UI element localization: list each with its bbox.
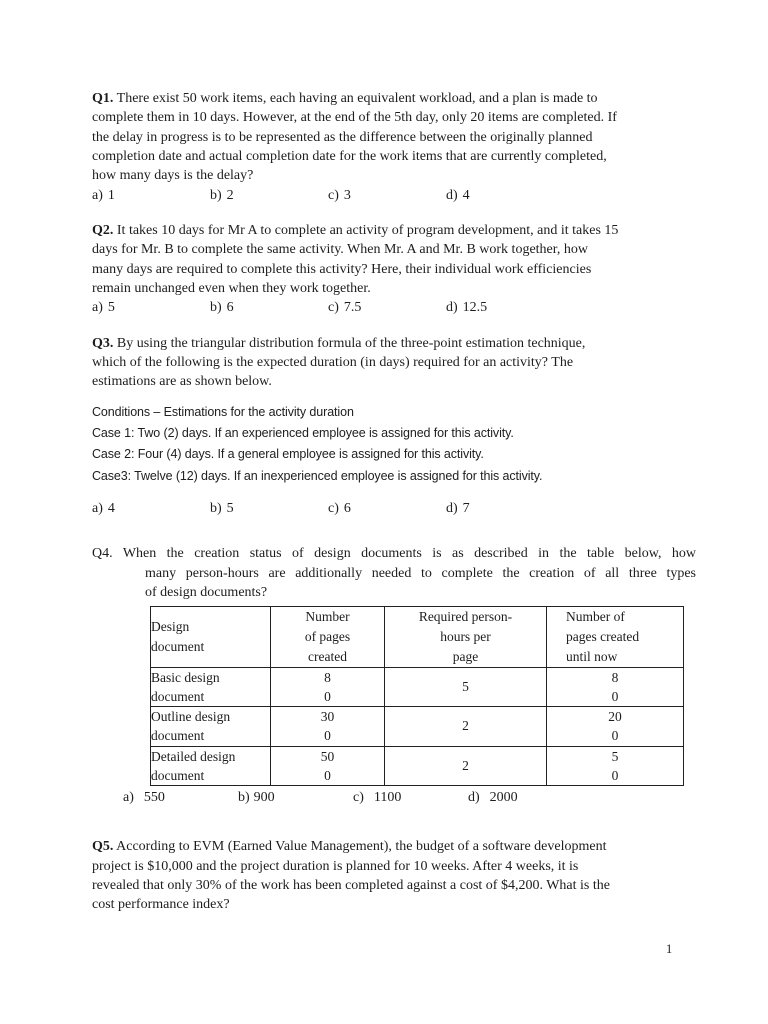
header-design-document bbox=[151, 607, 271, 667]
option-a bbox=[92, 186, 210, 205]
option-value: 3 bbox=[343, 187, 351, 203]
option-value: 2 bbox=[226, 187, 234, 203]
cell-pages-created bbox=[271, 707, 385, 746]
condition-case-1: Case 1: Two (2) days. If an experienced employee is assigned for this activity. bbox=[92, 426, 514, 441]
option-c bbox=[328, 298, 446, 317]
text-line: complete them in 10 days. However, at the end of the 5th day, only 20 items are completed. If bbox=[92, 110, 617, 126]
text-line: many days are required to complete this activity? Here, their individual work efficiencies bbox=[92, 261, 592, 277]
cell-line: 0 bbox=[611, 688, 619, 704]
question-3 bbox=[92, 334, 696, 519]
option-b bbox=[210, 298, 328, 317]
header-line: Design bbox=[151, 619, 190, 635]
option-a bbox=[123, 788, 238, 807]
table-row-detailed-design bbox=[151, 746, 684, 785]
option-label: c) bbox=[328, 187, 339, 203]
option-a bbox=[92, 298, 210, 317]
option-value: 1100 bbox=[373, 789, 402, 805]
cell-hours-per-page: 2 bbox=[385, 746, 547, 785]
cell-pages-until-now bbox=[547, 667, 684, 706]
text-line: revealed that only 30% of the work has been completed against a cost of $4,200. What is the bbox=[92, 878, 610, 894]
text-line: project is $10,000 and the project duration is planned for 10 weeks. After 4 weeks, it is bbox=[92, 858, 579, 874]
text-line: which of the following is the expected duration (in days) required for an activity? The bbox=[92, 355, 574, 371]
option-value: 900 bbox=[253, 789, 275, 805]
question-4 bbox=[92, 544, 696, 807]
option-value: 4 bbox=[107, 501, 115, 516]
design-documents-table bbox=[150, 606, 684, 786]
option-b bbox=[238, 788, 353, 807]
header-line: Required person- bbox=[418, 609, 513, 625]
cell-hours-per-page: 5 bbox=[385, 667, 547, 706]
option-d bbox=[446, 499, 564, 518]
text-line: of design documents? bbox=[145, 585, 268, 601]
text-line: cost performance index? bbox=[92, 897, 230, 913]
option-value: 2000 bbox=[489, 789, 518, 805]
option-label: b) bbox=[210, 501, 222, 516]
question-5 bbox=[92, 837, 696, 914]
option-c bbox=[353, 788, 468, 807]
option-value: 5 bbox=[226, 501, 234, 516]
header-line: pages created bbox=[566, 629, 640, 645]
question-2-options bbox=[92, 298, 696, 317]
option-value: 4 bbox=[462, 187, 470, 203]
text-line: remain unchanged even when they work together. bbox=[92, 281, 371, 297]
text-line: When the creation status of design documents is as described in the table below, how bbox=[122, 546, 696, 562]
option-label: c) bbox=[328, 501, 339, 516]
text-line: many person-hours are additionally needed to complete the creation of all three types bbox=[145, 565, 696, 581]
option-value: 1 bbox=[107, 187, 115, 203]
text-line: estimations are as shown below. bbox=[92, 374, 272, 390]
cell-line: 0 bbox=[324, 767, 331, 783]
cell-document-name bbox=[151, 707, 271, 746]
question-4-first-line bbox=[92, 544, 696, 563]
cell-line: 0 bbox=[611, 767, 619, 783]
text-line: There exist 50 work items, each having an equivalent workload, and a plan is made to bbox=[116, 91, 598, 106]
option-label: b) bbox=[210, 300, 222, 316]
header-line: document bbox=[151, 639, 205, 655]
header-required-person-hours bbox=[385, 607, 547, 667]
question-3-number: Q3. bbox=[92, 335, 114, 351]
option-value: 12.5 bbox=[462, 300, 488, 316]
condition-case-3: Case3: Twelve (12) days. If an inexperienced employee is assigned for this activity. bbox=[92, 468, 543, 483]
option-label: c) bbox=[328, 300, 339, 316]
cell-line: Detailed design bbox=[151, 748, 236, 764]
header-line: Number bbox=[305, 609, 350, 625]
cell-line: 8 bbox=[611, 669, 619, 685]
question-1 bbox=[92, 89, 696, 205]
question-1-options bbox=[92, 186, 696, 205]
header-pages-created bbox=[271, 607, 385, 667]
header-line: until now bbox=[566, 648, 618, 664]
option-d bbox=[446, 298, 564, 317]
question-4-options bbox=[92, 788, 696, 807]
option-value: 7 bbox=[462, 501, 470, 516]
header-line: hours per bbox=[440, 629, 491, 645]
question-2 bbox=[92, 221, 696, 318]
option-label: a) bbox=[92, 501, 103, 516]
option-label: a) bbox=[92, 187, 103, 203]
cell-line: 30 bbox=[320, 709, 335, 725]
cell-pages-created bbox=[271, 667, 385, 706]
header-line: page bbox=[452, 648, 479, 664]
option-value: 7.5 bbox=[343, 300, 362, 316]
table-row-basic-design bbox=[151, 667, 684, 706]
table-header-row bbox=[151, 607, 684, 667]
conditions-title: Conditions – Estimations for the activity duration bbox=[92, 404, 354, 419]
cell-line: 20 bbox=[608, 709, 622, 725]
option-c bbox=[328, 186, 446, 205]
text-line: the delay in progress is to be represented as the difference between the originally planned bbox=[92, 129, 593, 145]
header-line: Number of bbox=[566, 609, 625, 625]
header-line: created bbox=[308, 648, 347, 664]
question-3-first-line bbox=[92, 334, 696, 353]
option-label: d) bbox=[468, 789, 480, 805]
table-row-outline-design bbox=[151, 707, 684, 746]
cell-line: Basic design bbox=[151, 669, 220, 685]
option-b bbox=[210, 499, 328, 518]
cell-document-name bbox=[151, 667, 271, 706]
option-value: 6 bbox=[226, 300, 234, 316]
cell-line: document bbox=[151, 767, 205, 783]
question-2-first-line bbox=[92, 221, 696, 240]
option-value: 550 bbox=[143, 789, 165, 805]
option-value: 5 bbox=[107, 300, 115, 316]
text-line: By using the triangular distribution formula of the three-point estimation technique, bbox=[116, 335, 586, 351]
header-line: of pages bbox=[304, 629, 351, 645]
question-1-number: Q1. bbox=[92, 91, 114, 106]
option-a bbox=[92, 499, 210, 518]
question-3-options bbox=[92, 499, 696, 518]
page-number: 1 bbox=[666, 942, 673, 956]
cell-line: 5 bbox=[611, 748, 619, 764]
question-3-conditions bbox=[92, 402, 696, 487]
question-4-number: Q4. bbox=[92, 546, 113, 562]
cell-pages-until-now bbox=[547, 746, 684, 785]
cell-line: 0 bbox=[324, 728, 331, 744]
option-label: d) bbox=[446, 501, 458, 516]
option-label: b) bbox=[210, 187, 222, 203]
cell-line: Outline design bbox=[151, 709, 231, 725]
option-b bbox=[210, 186, 328, 205]
option-label: a) bbox=[92, 300, 103, 316]
text-line: It takes 10 days for Mr A to complete an activity of program development, and it takes 15 bbox=[116, 223, 619, 239]
cell-hours-per-page: 2 bbox=[385, 707, 547, 746]
question-1-first-line bbox=[92, 89, 696, 108]
text-line: how many days is the delay? bbox=[92, 168, 254, 184]
text-line: completion date and actual completion date for the work items that are currently completed, bbox=[92, 149, 607, 165]
option-value: 6 bbox=[343, 501, 351, 516]
option-label: d) bbox=[446, 187, 458, 203]
option-label: b) bbox=[238, 789, 250, 805]
option-label: c) bbox=[353, 789, 364, 805]
text-line: According to EVM (Earned Value Management), the budget of a software development bbox=[116, 839, 607, 855]
question-5-number: Q5. bbox=[92, 839, 114, 855]
question-5-first-line bbox=[92, 837, 696, 856]
cell-line: 50 bbox=[320, 748, 335, 764]
cell-line: document bbox=[151, 688, 205, 704]
cell-line: 0 bbox=[611, 728, 619, 744]
condition-case-2: Case 2: Four (4) days. If a general employee is assigned for this activity. bbox=[92, 447, 484, 462]
header-pages-until-now bbox=[547, 607, 684, 667]
cell-document-name bbox=[151, 746, 271, 785]
option-label: a) bbox=[123, 789, 134, 805]
cell-line: 8 bbox=[324, 669, 331, 685]
cell-pages-created bbox=[271, 746, 385, 785]
cell-pages-until-now bbox=[547, 707, 684, 746]
cell-line: document bbox=[151, 728, 205, 744]
text-line: days for Mr. B to complete the same activity. When Mr. A and Mr. B work together, how bbox=[92, 242, 588, 258]
option-d bbox=[446, 186, 564, 205]
option-label: d) bbox=[446, 300, 458, 316]
question-2-number: Q2. bbox=[92, 223, 114, 239]
cell-line: 0 bbox=[324, 688, 331, 704]
option-d bbox=[468, 788, 583, 807]
option-c bbox=[328, 499, 446, 518]
